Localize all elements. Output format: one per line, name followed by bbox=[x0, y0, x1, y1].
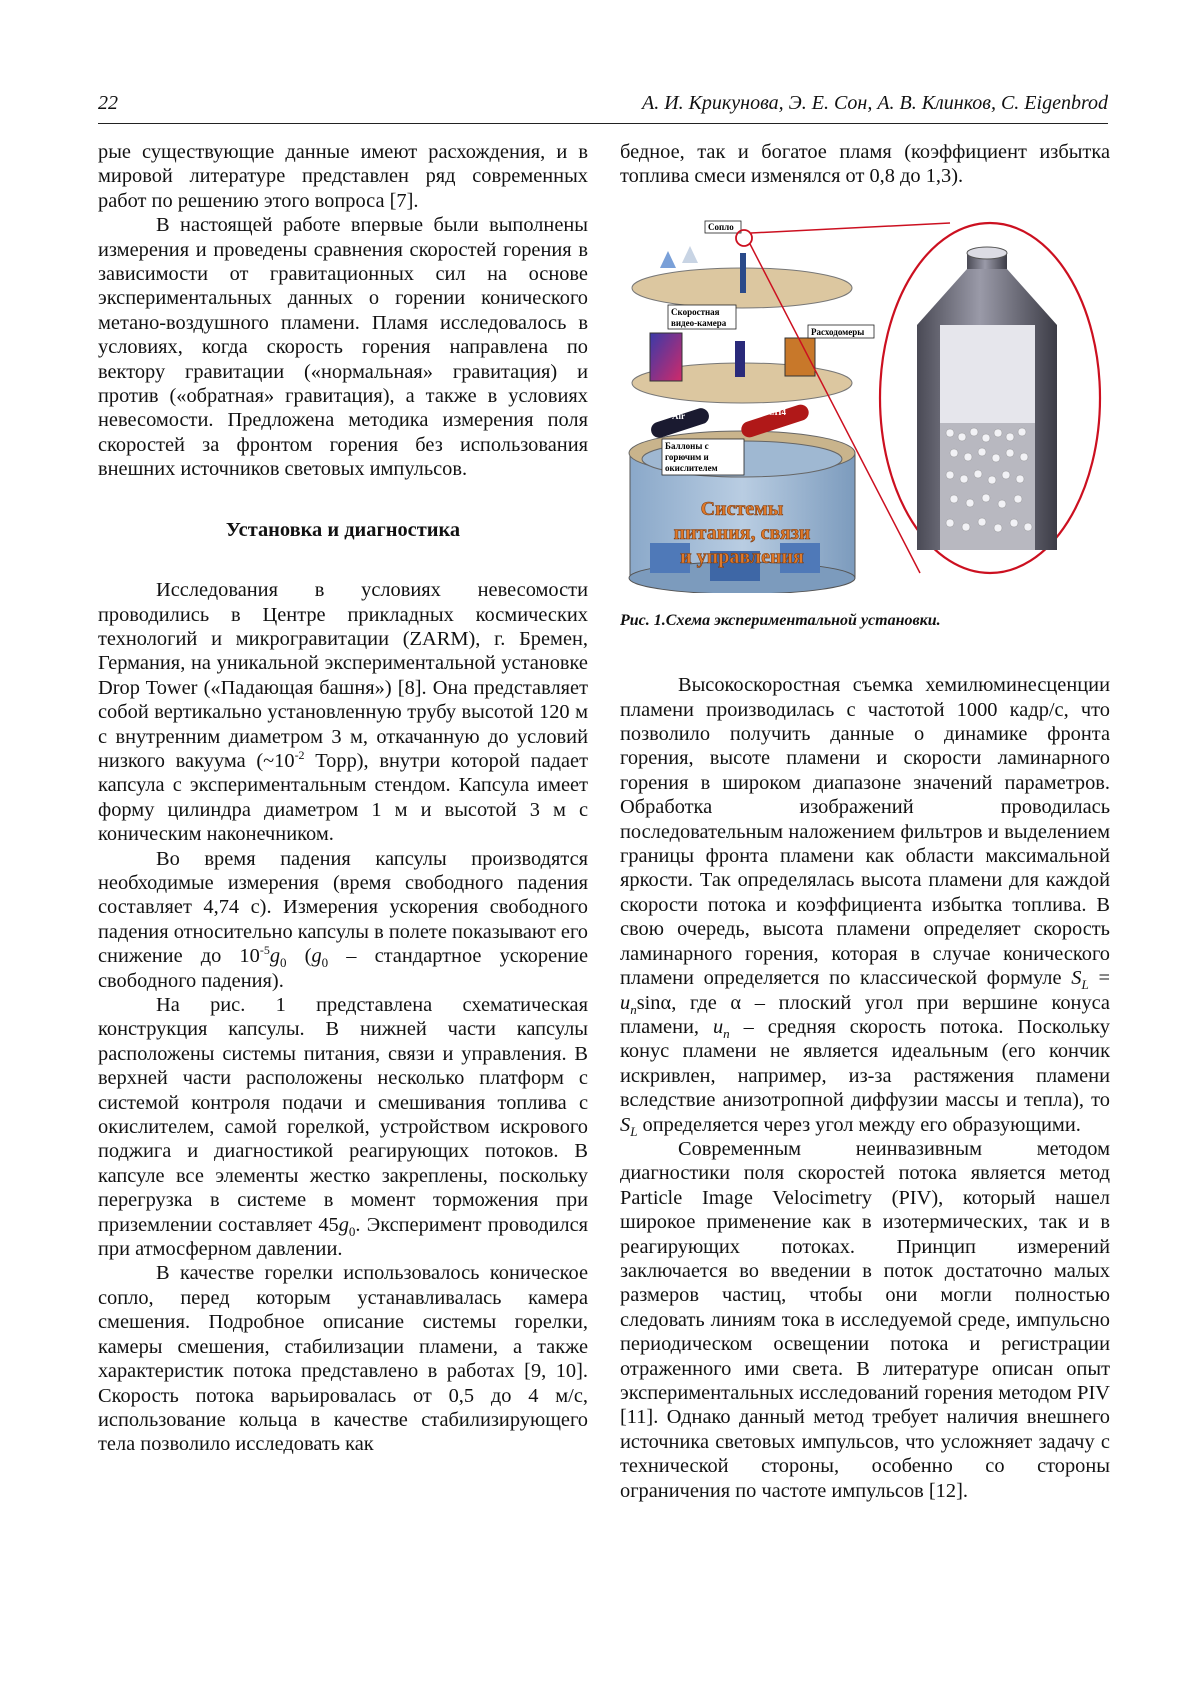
paragraph: В настоящей работе впервые были выполнены измерения и проведены сравнения скоростей горения в зависимости от гравитационных сил на основе экспериментальных данных о горении конического метано-воздушного пламени. Пламя исследовалось в условиях, когда скорость горения направлена по вектору гравитации («нормальная» гравитация) и против («обратная» гравитация), а также в условиях невесомости. Предложена методика измерения поля скоростей за фронтом горения без использования внешних источников световых импульсов. bbox=[98, 214, 588, 481]
systems-label: питания, связи bbox=[673, 521, 811, 544]
callout-circle bbox=[736, 230, 752, 246]
nozzle-cutaway bbox=[917, 247, 1057, 550]
paragraph: Высокоскоростная съемка хемилюминесценции пламени производилась с частотой 1000 кадр/с, что позволило получить данные о динамике фронта горения, высоте пламени и скорости ламинарного горения в широком диапазоне значений параметров. Обработка изображений проводилась последовательным наложением фильтров и выделением границы фронта пламени как области максимальной яркости. Так определялась высота пламени для каждой скорости потока и коэффициента избытка топлива. В свою очередь, высота пламени определяет скорость ламинарного горения, которая в случае конического пламени определяется по классической формуле $S_L = u_n\sin\alpha$, где α – плоский угол при вершине конуса пламени, $u_n$ – средняя скорость потока. Поскольку конус пламени не является идеальным (его кончик искривлен, например, из-за растяжения пламени вследствие анизотропной диффузии массы и тепла), то $S_L$ определяется через угол между его образующими. bbox=[620, 674, 1110, 1139]
arrow-icon bbox=[682, 246, 698, 263]
nozzle-pipe bbox=[740, 253, 746, 293]
right-column bbox=[620, 140, 1110, 1503]
left-column bbox=[98, 140, 588, 1457]
page-number: 22 bbox=[98, 92, 118, 114]
camera-block bbox=[650, 333, 682, 381]
camera-label: видео-камера bbox=[671, 317, 727, 328]
systems-label: Системы bbox=[700, 497, 784, 520]
setup-diagram bbox=[620, 213, 1110, 593]
paragraph: Современным неинвазивным методом диагностики поля скоростей потока является метод Particle Image Velocimetry (PIV), который нашел широкое применение как в изотермических, так и в реагирующих потоках. Принцип измерений заключается во введении в поток достаточно малых размеров частиц, чтобы они могли полностью следовать линиям тока в исследуемой среде, импульсно периодическом освещении потока и регистрации отраженного ими света. В литературе описан опыт экспериментальных исследований горения методом PIV [11]. Однако данный метод требует наличия внешнего источника световых импульсов, что усложняет задачу с технической стороны, особенно со стороны ограничения по частоте импульсов [12]. bbox=[620, 1137, 1110, 1502]
ch4-label: CH4 bbox=[768, 406, 786, 417]
systems-label: и управления bbox=[680, 545, 804, 568]
camera-label: Скоростная bbox=[671, 306, 720, 317]
bottles-label: Баллоны с bbox=[665, 440, 709, 451]
running-authors: А. И. Крикунова, Э. Е. Сон, А. В. Клинков, C. Eigenbrod bbox=[641, 92, 1108, 114]
bottles-label: окислителем bbox=[665, 462, 718, 473]
paragraph: рые существующие данные имеют расхождения, и в мировой литературе представлен ряд современных работ по решению этого вопроса [7]. bbox=[98, 141, 588, 212]
paragraph: бедное, так и богатое пламя (коэффициент избытка топлива смеси изменялся от 0,8 до 1,3). bbox=[620, 141, 1110, 188]
nozzle-label: Сопло bbox=[708, 221, 734, 232]
figure-setup-schematic bbox=[620, 213, 1110, 593]
air-label: Air bbox=[672, 410, 685, 421]
burner-feed bbox=[735, 341, 745, 377]
section-heading: Установка и диагностика bbox=[225, 518, 461, 541]
figure-caption: Рис. 1.Схема экспериментальной установки. bbox=[620, 611, 941, 629]
paragraph: Исследования в условиях невесомости проводились в Центре прикладных космических технологий и микрогравитации (ZARM), г. Бремен, Германия, на уникальной экспериментальной установке Drop Tower («Падающая башня») [8]. Она представляет собой вертикально установленную трубу высотой 120 м с внутренним диаметром 3 м, откачанную до условий низкого вакуума ($\sim 10^{-2}$ Торр), внутри которой падает капсула с экспериментальным стендом. Капсула имеет форму цилиндра диаметром 1 м и высотой 3 м с коническим наконечником. bbox=[98, 579, 589, 846]
paragraph: В качестве горелки использовалось коническое сопло, перед которым устанавливалась камера смешения. Подробное описание системы горелки, камеры смешения, стабилизации пламени, а также характеристик потока представлено в работах [9, 10]. Скорость потока варьировалась от 0,5 до 4 м/с, использование кольца в качестве стабилизирующего тела позволило исследовать как bbox=[98, 1262, 588, 1456]
bottles-label: горючим и bbox=[665, 451, 709, 462]
page-header bbox=[98, 92, 1108, 118]
arrow-icon bbox=[660, 251, 676, 268]
header-rule bbox=[98, 123, 1108, 124]
paragraph: Во время падения капсулы производятся необходимые измерения (время свободного падения составляет 4,74 с). Измерения ускорения свободного падения относительно капсулы в полете показывают его снижение до $10^{-5}g_0$ ($g_0$ – стандартное ускорение свободного падения). bbox=[98, 847, 588, 992]
flowmeter-block bbox=[785, 338, 815, 376]
flowmeters-label: Расходомеры bbox=[811, 326, 865, 337]
paragraph: На рис. 1 представлена схематическая конструкция капсулы. В нижней части капсулы расположены системы питания, связи и управления. В верхней части расположены несколько платформ с системой контроля подачи и смешивания топлива с окислителем, самой горелкой, устройством искрового поджига и диагностикой реагирующих потоков. В капсуле все элементы жестко закреплены, поскольку перегрузка в системе в момент торможения при приземлении составляет $45g_0$. Эксперимент проводился при атмосферном давлении. bbox=[98, 994, 589, 1261]
